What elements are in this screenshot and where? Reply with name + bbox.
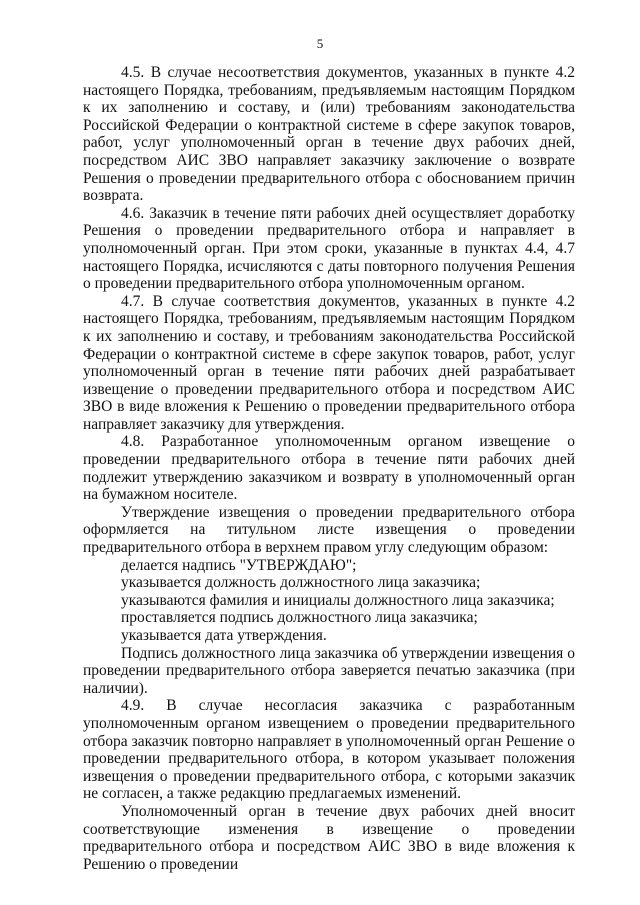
list-item: делается надпись "УТВЕРЖДАЮ"; bbox=[121, 556, 357, 574]
paragraph-4-5: 4.5. В случае несоответствия документов, указанных в пункте 4.2 настоящего Порядка, требованиям, предъявляемым настоящим Порядком к их заполнению и составу, и (или) требованиям законодательства Российской Федерации о контрактной системе в сфере закупок товаров, работ, услуг уполномоченный орган в течение двух рабочих дней, посредством АИС ЗВО направляет заказчику заключение о возврате Решения о проведении предварительного отбора с обоснованием причин возврата. bbox=[83, 64, 575, 205]
page-number: 5 bbox=[316, 36, 324, 51]
paragraph-approval-format: Утверждение извещения о проведении предварительного отбора оформляется на титульном листе извещения о проведении предварительного отбора в верхнем правом углу следующим образом: bbox=[83, 503, 575, 557]
paragraph-4-6: 4.6. Заказчик в течение пяти рабочих дней осуществляет доработку Решения о проведении предварительного отбора и направляет в уполномоченный орган. При этом сроки, указанные в пунктах 4.4, 4.7 настоящего Порядка, исчисляются с даты повторного получения Решения о проведении предварительного отбора уполномоченным органом. bbox=[83, 204, 575, 293]
list-item: указывается должность должностного лица заказчика; bbox=[121, 574, 481, 592]
paragraph-4-7: 4.7. В случае соответствия документов, указанных в пункте 4.2 настоящего Порядка, требованиям, предъявляемым настоящим Порядком к их заполнению и составу, и требованиям законодательства Российской Федерации о контрактной системе в сфере закупок товаров, работ, услуг уполномоченный орган в течение пяти рабочих дней разрабатывает извещение о проведении предварительного отбора и посредством АИС ЗВО в виде вложения к Решению о проведении предварительного отбора направляет заказчику для утверждения. bbox=[83, 292, 575, 433]
list-item: указываются фамилия и инициалы должностного лица заказчика; bbox=[121, 591, 555, 609]
paragraph-signature-seal: Подпись должностного лица заказчика об утверждении извещения о проведении предварительного отбора заверяется печатью заказчика (при наличии). bbox=[83, 644, 575, 697]
paragraph-changes: Уполномоченный орган в течение двух рабочих дней вносит соответствующие изменения в извещение о проведении предварительного отбора и посредством АИС ЗВО в виде вложения к Решению о проведении bbox=[83, 802, 575, 873]
paragraph-4-8: 4.8. Разработанное уполномоченным органом извещение о проведении предварительного отбора в течение пяти рабочих дней подлежит утверждению заказчиком и возврату в уполномоченный орган на бумажном носителе. bbox=[83, 433, 575, 504]
list-item: проставляется подпись должностного лица заказчика; bbox=[121, 609, 478, 627]
list-item: указывается дата утверждения. bbox=[121, 627, 327, 644]
document-body bbox=[83, 64, 575, 873]
paragraph-4-9: 4.9. В случае несогласия заказчика с разработанным уполномоченным органом извещением о проведении предварительного отбора заказчик повторно направляет в уполномоченный орган Решение о проведении предварительного отбора, в котором указывает положения извещения о проведении предварительного отбора, с которыми заказчик не согласен, а также редакцию предлагаемых изменений. bbox=[83, 697, 575, 803]
